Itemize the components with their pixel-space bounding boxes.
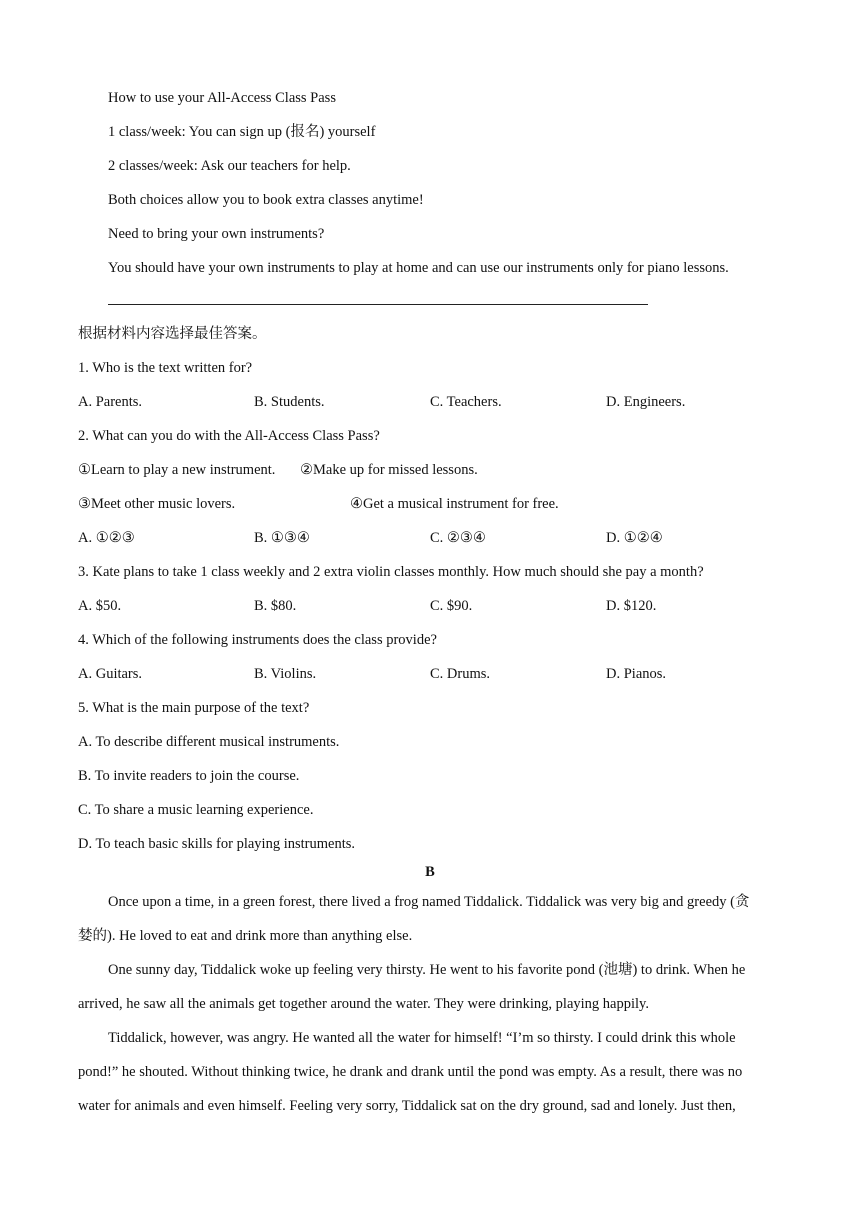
q3-option-a: A. $50. [78, 598, 122, 614]
q2-item-4: ④Get a musical instrument for free. [350, 496, 559, 512]
pass-info-line: Need to bring your own instruments? [108, 226, 325, 242]
q1-option-d: D. Engineers. [606, 394, 686, 410]
passage-line: water for animals and even himself. Feeling very sorry, Tiddalick sat on the dry ground, sad and lonely. Just then, [78, 1098, 736, 1114]
q2-option-a: A. ①②③ [78, 530, 135, 546]
passage-line: Once upon a time, in a green forest, there lived a frog named Tiddalick. Tiddalick was very big and greedy (贪 [108, 894, 750, 910]
q1-option-c: C. Teachers. [430, 394, 502, 410]
q3-option-d: D. $120. [606, 598, 657, 614]
passage-line: arrived, he saw all the animals get together around the water. They were drinking, playing happily. [78, 996, 649, 1012]
q3-option-b: B. $80. [254, 598, 297, 614]
q2-item-3: ③Meet other music lovers. [78, 496, 236, 512]
question-3: 3. Kate plans to take 1 class weekly and 2 extra violin classes monthly. How much should she pay a month? [78, 564, 704, 580]
q2-option-c: C. ②③④ [430, 530, 486, 546]
q1-option-a: A. Parents. [78, 394, 143, 410]
question-4: 4. Which of the following instruments does the class provide? [78, 632, 437, 648]
q4-option-c: C. Drums. [430, 666, 491, 682]
pass-info-line: 1 class/week: You can sign up (报名) yourself [108, 124, 376, 140]
passage-line: Tiddalick, however, was angry. He wanted all the water for himself! “I’m so thirsty. I could drink this whole [108, 1030, 736, 1046]
q2-item-1: ①Learn to play a new instrument. [78, 462, 276, 478]
q4-option-b: B. Violins. [254, 666, 317, 682]
passage-line: 婪的). He loved to eat and drink more than anything else. [78, 928, 413, 944]
instruction: 根据材料内容选择最佳答案。 [78, 326, 267, 342]
pass-info-line: Both choices allow you to book extra classes anytime! [108, 192, 424, 208]
pass-info-title: How to use your All-Access Class Pass [108, 90, 336, 106]
question-5: 5. What is the main purpose of the text? [78, 700, 310, 716]
q2-option-d: D. ①②④ [606, 530, 663, 546]
question-1: 1. Who is the text written for? [78, 360, 253, 376]
pass-info-line: 2 classes/week: Ask our teachers for help. [108, 158, 351, 174]
q4-option-d: D. Pianos. [606, 666, 667, 682]
q3-option-c: C. $90. [430, 598, 473, 614]
q5-option-a: A. To describe different musical instruments. [78, 734, 340, 750]
q2-option-b: B. ①③④ [254, 530, 310, 546]
q5-option-d: D. To teach basic skills for playing instruments. [78, 836, 355, 852]
q5-option-b: B. To invite readers to join the course. [78, 768, 300, 784]
q1-option-b: B. Students. [254, 394, 325, 410]
q5-option-c: C. To share a music learning experience. [78, 802, 314, 818]
pass-info-line: You should have your own instruments to play at home and can use our instruments only for piano lessons. [108, 260, 729, 276]
passage-line: pond!” he shouted. Without thinking twice, he drank and drank until the pond was empty. As a result, there was no [78, 1064, 743, 1080]
section-b-heading: B [425, 864, 435, 880]
divider-line [108, 304, 648, 305]
passage-line: One sunny day, Tiddalick woke up feeling very thirsty. He went to his favorite pond (池塘) to drink. When he [108, 962, 746, 978]
q2-item-2: ②Make up for missed lessons. [300, 462, 478, 478]
question-2: 2. What can you do with the All-Access Class Pass? [78, 428, 380, 444]
q4-option-a: A. Guitars. [78, 666, 143, 682]
